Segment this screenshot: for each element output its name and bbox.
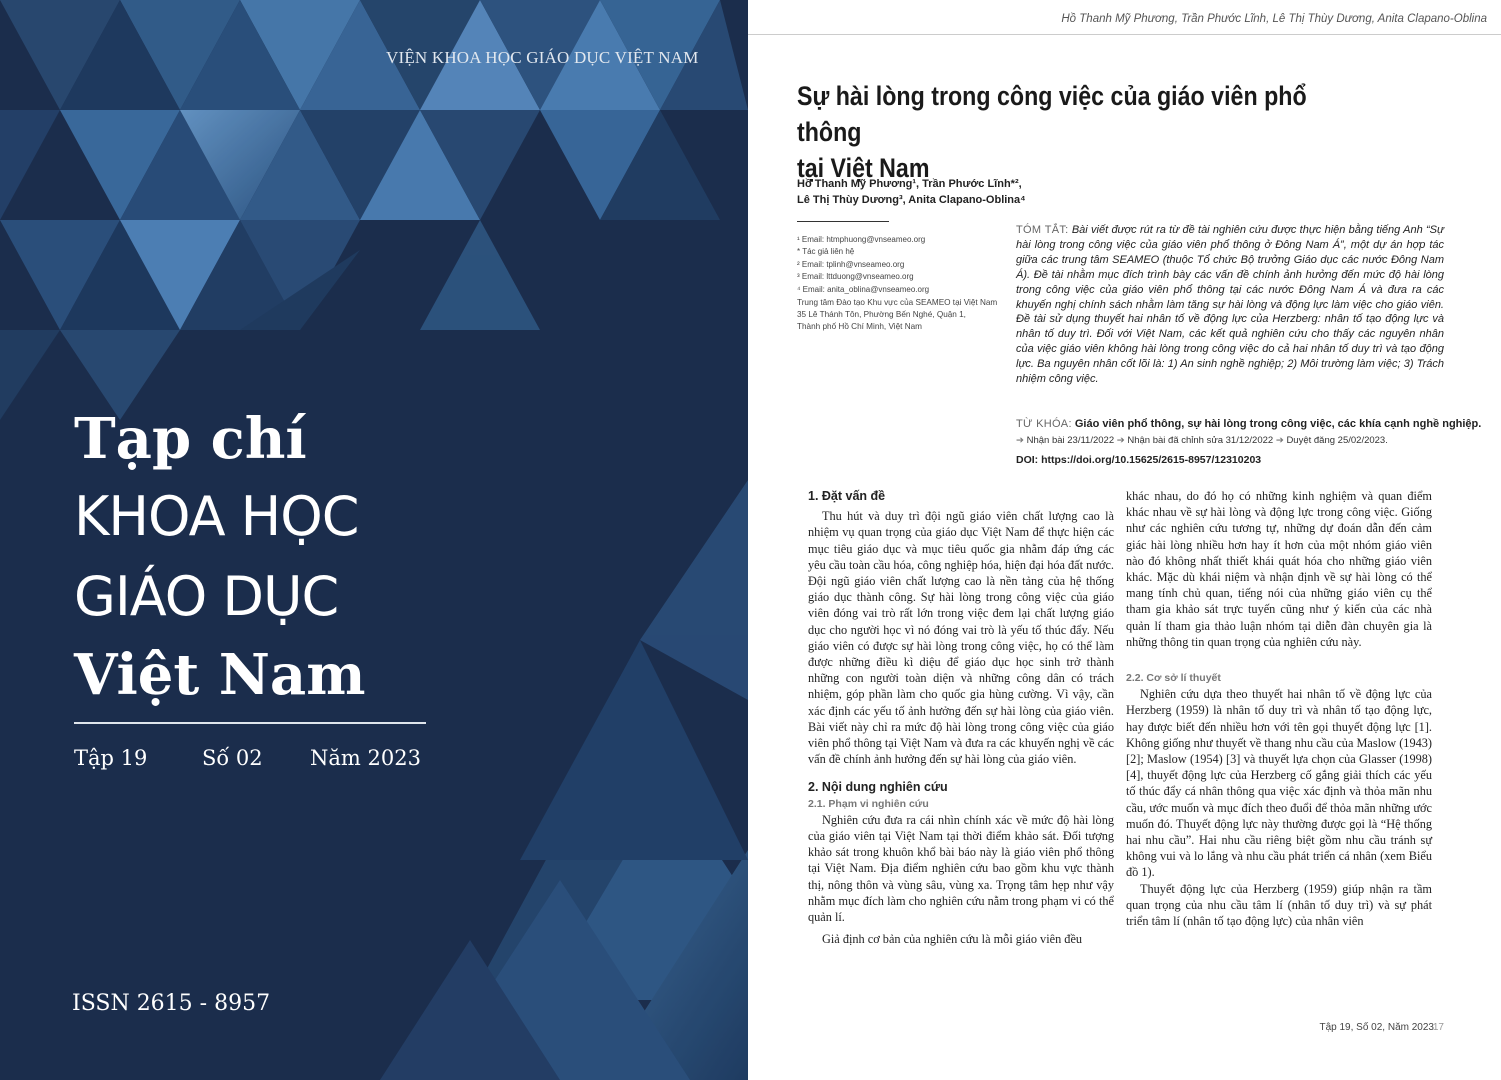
keywords	[1016, 418, 1482, 430]
accepted-date: Duyệt đăng 25/02/2023.	[1286, 435, 1388, 446]
affiliation	[797, 297, 997, 333]
section21-paragraph1: Nghiên cứu đưa ra cái nhìn chính xác về mức độ hài lòng của giáo viên tại Việt Nam tại thời điểm khảo sát. Đối tượng khảo sát trong khuôn khổ bài báo này là giáo viên phổ thông tại Việt Nam. Địa điểm nghiên cứu bao gồm khu vực thành thị, nông thôn và vùng sâu, vùng xa. Trọng tâm hẹp như vậy nhằm mục đích làm cho nghiên cứu nằm trong phạm vi có thể quản lí.	[808, 812, 1114, 925]
article-title-line1: Sự hài lòng trong công việc của giáo viên phổ thông	[797, 81, 1307, 147]
arrow-icon: ➔	[1116, 435, 1125, 446]
footnote-2: * Tác giả liên hệ	[797, 247, 855, 256]
cover-volume: Tập 19	[74, 746, 148, 770]
section1-paragraph: Thu hút và duy trì đội ngũ giáo viên chất lượng cao là nhiệm vụ quan trọng của giáo dục Việt Nam để thực hiện các mục tiêu giáo dục và mục tiêu quốc gia nhằm đáp ứng các yêu cầu toàn cầu hóa, công nghiệp hóa, hiện đại hóa đất nước. Đội ngũ giáo viên chất lượng cao là nền tảng của hệ thống giáo dục thành công. Sự hài lòng trong công việc của giáo viên đóng vai trò rất lớn trong việc đem lại chất lượng giáo dục cho người học vì nó đóng vai trò là yếu tố thúc đẩy. Nếu giáo viên có được sự hài lòng trong công việc, họ có thể làm được những điều kì diệu để giáo dục học sinh trở thành những con người toàn diện và những công dân có trách nhiệm, góp phần làm cho quốc gia hùng cường. Vì vậy, cần xác định các yếu tố ảnh hưởng đến sự hài lòng của giáo viên. Bài viết này chỉ ra mức độ hài lòng trong công việc của giáo viên phổ thông tại Việt Nam và đưa ra các khuyến nghị về các vấn đề chính ảnh hưởng đến sự hài lòng của giáo viên.	[808, 509, 1114, 767]
page-footer: Tập 19, Số 02, Năm 2023	[1319, 1022, 1434, 1033]
affiliation-line2: 35 Lê Thánh Tôn, Phường Bến Nghé, Quận 1,	[797, 310, 966, 319]
cover-divider	[74, 722, 426, 724]
cover-title-line1: Tạp chí	[74, 406, 307, 472]
section1-heading: 1. Đặt vấn đề	[808, 489, 886, 503]
abstract	[1016, 223, 1444, 387]
received-date: Nhận bài 23/11/2022	[1026, 435, 1115, 446]
cover-title-line3: GIÁO DỤC	[74, 565, 339, 628]
doi-link[interactable]: DOI: https://doi.org/10.15625/2615-8957/12310203	[1016, 454, 1262, 466]
section22-heading: 2.2. Cơ sở lí thuyết	[1126, 672, 1221, 685]
section22-paragraph2: Thuyết động lực của Herzberg (1959) giúp nhận ra tầm quan trọng của nhu cầu tâm lí (nhân tố duy trì) và sự phát triển tâm lí (nhân tố tạo động lực) của nhân viên	[1126, 881, 1432, 929]
authors-rule	[797, 221, 889, 222]
footnote-3: ² Email: tplinh@vnseameo.org	[797, 260, 905, 269]
keywords-label: TỪ KHÓA:	[1016, 418, 1072, 430]
article-title	[797, 78, 1347, 186]
revised-date: Nhận bài đã chỉnh sửa 31/12/2022	[1127, 435, 1274, 446]
article-page	[748, 0, 1501, 1080]
authors-line2: Lê Thị Thùy Dương³, Anita Clapano-Oblina⁴	[797, 194, 1026, 206]
cover-number: Số 02	[202, 746, 263, 770]
page-number: 17	[1432, 1022, 1444, 1033]
cover-title-line4: Việt Nam	[74, 642, 366, 708]
footnote-5: ⁴ Email: anita_oblina@vnseameo.org	[797, 285, 930, 294]
article-dates	[1016, 435, 1388, 446]
section22-paragraph1: Nghiên cứu dựa theo thuyết hai nhân tố về động lực của Herzberg (1959) là nhân tố duy trì và nhân tố tạo động lực, hay được biết đến nhiều hơn với tên gọi thuyết động lực [1]. Không giống như thuyết về thang nhu cầu của Maslow (1943) [2]; Maslow (1954) [3] và thuyết lựa chọn của Glasser (1998) [4], thuyết động lực của Herzberg cố gắng giải thích các yếu tố thúc đẩy cá nhân thông qua việc xác định và thỏa mãn nhu cầu, ước muốn và mục đích theo đuổi để thỏa mãn những ước muốn đó. Thuyết động lực này thường được gọi là “Hệ thống hai nhu cầu”. Hai nhu cầu riêng biệt gồm nhu cầu tránh sự không vui và lo lắng và nhu cầu phát triển cá nhân (xem Biểu đồ 1).	[1126, 687, 1432, 880]
section21-paragraph2: Giả định cơ bản của nghiên cứu là mỗi giáo viên đều	[822, 932, 1083, 947]
footnote-4: ³ Email: lttduong@vnseameo.org	[797, 272, 914, 281]
section21-heading: 2.1. Phạm vi nghiên cứu	[808, 797, 929, 810]
abstract-text: Bài viết được rút ra từ đề tài nghiên cứu được thực hiện bằng tiếng Anh “Sự hài lòng trong công việc của giáo viên phổ thông ở Đông Nam Á”, một dự án hợp tác giữa các trung tâm SEAMEO (thuộc Tổ chức Bộ trưởng Giáo dục các nước Đông Nam Á). Đề tài nhằm mục đích trình bày các vấn đề chính ảnh hưởng đến mức độ hài lòng trong công việc của giáo viên phổ thông tại các nước Đông Nam Á và đưa ra các khuyến nghị chính sách nhằm làm tăng sự hài lòng và động lực làm việc cho giáo viên. Đề tài sử dụng thuyết hai nhân tố về động lực của Herzberg: nhân tố tạo động lực và nhân tố duy trì. Đối với Việt Nam, các kết quả nghiên cứu cho thấy các nguyên nhân của việc giáo viên không hài lòng trong công việc do cả hai nhân tố duy trì và tạo động lực. Ba nguyên nhân cốt lõi là: 1) An sinh nghề nghiệp; 2) Môi trường làm việc; 3) Trách nhiệm công việc.	[1016, 224, 1444, 386]
keywords-text: Giáo viên phổ thông, sự hài lòng trong công việc, các khía cạnh nghề nghiệp.	[1074, 418, 1482, 430]
article-title-line2: tại Việt Nam	[797, 153, 930, 183]
authors-line1: Hồ Thanh Mỹ Phương¹, Trần Phước Lĩnh*²,	[797, 178, 1022, 190]
cover-year: Năm 2023	[310, 746, 421, 770]
body-column-left	[808, 488, 1114, 947]
cover-issn: ISSN 2615 - 8957	[72, 991, 271, 1016]
continued-paragraph: khác nhau, do đó họ có những kinh nghiệm và quan điểm khác nhau về sự hài lòng và động lực trong công việc. Giống như các nghiên cứu tương tự, những dự đoán dẫn đến cảm giác hài lòng nhiều hơn hay ít hơn của một nhóm giáo viên nào đó không nhất thiết khái quát hóa cho những giáo viên khác. Mặc dù khái niệm và nhận định về sự hài lòng có thể mang tính chủ quan, tiếng nói của những giáo viên cụ thể tham gia khảo sát trực tuyến cũng như ý kiến của các nhà quản lí tham gia thảo luận nhóm tại diễn đàn chuyên gia là những thông tin quan trọng của nghiên cứu này.	[1126, 489, 1432, 649]
running-header: Hồ Thanh Mỹ Phương, Trần Phước Lĩnh, Lê Thị Thùy Dương, Anita Clapano-Oblina	[1061, 13, 1487, 25]
body-column-right	[1126, 488, 1432, 929]
footnote-1: ¹ Email: htmphuong@vnseameo.org	[797, 235, 926, 244]
journal-cover	[0, 0, 748, 1080]
cover-title-line2: KHOA HỌC	[74, 485, 359, 548]
affiliation-line3: Thành phố Hồ Chí Minh, Việt Nam	[797, 322, 922, 331]
abstract-label: TÓM TẮT:	[1016, 224, 1069, 236]
cover-institute-name: VIỆN KHOA HỌC GIÁO DỤC VIỆT NAM	[386, 48, 699, 67]
section2-heading: 2. Nội dung nghiên cứu	[808, 780, 948, 795]
arrow-icon: ➔	[1016, 435, 1024, 446]
arrow-icon: ➔	[1275, 435, 1284, 446]
header-rule	[748, 34, 1501, 35]
affiliation-line1: Trung tâm Đào tạo Khu vực của SEAMEO tại Việt Nam	[797, 298, 998, 307]
